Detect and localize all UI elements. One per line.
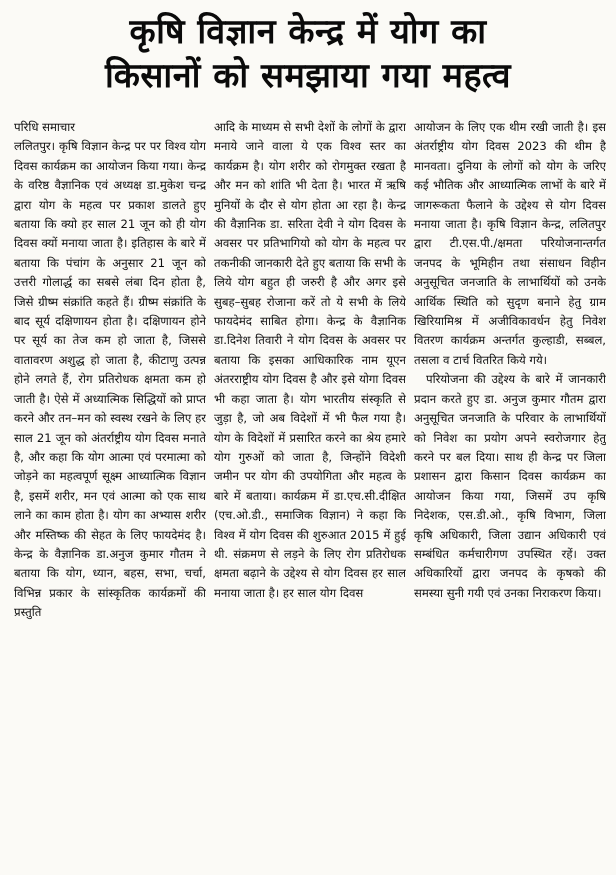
column-1-paragraph-1: ललितपुर। कृषि विज्ञान केन्द्र पर पर विश्व योग दिवस कार्यक्रम का आयोजन किया गया। केन्द्र के वरिष्ठ वैज्ञानिक एवं अध्यक्ष डा.मुकेश चन्द्र द्वारा योग के महत्व पर प्रकाश डालते हुए बताया कि क्यो हर साल 21 जून को ही योग दिवस क्यों मनाया जाता है। इतिहास के बारे में बताया कि पंचांग के अनुसार 21 जून को उत्तरी गोलार्द्ध का सबसे लंबा दिन होता है, जिसे ग्रीष्म संक्रांति कहते हैं। ग्रीष्म संक्रांति के बाद सूर्य दक्षिणायन होता है। दक्षिणायन होने पर सूर्य का तेज कम हो जाता है, जिससे वातावरण अशुद्ध हो जाता है, कीटाणु उत्पन्न होने लगते हैं, रोग प्रतिरोधक क्षमता कम हो जाती है। ऐसे में अध्यात्मिक सिद्धियों को प्राप्त करने और तन–मन को स्वस्थ रखने के लिए हर साल 21 जून को अंतर्राष्ट्रीय योग दिवस मनाते है, और कहा कि योग आत्मा एवं परमात्मा को जोड़ने का महत्वपूर्ण सूक्ष्म आध्यात्मिक विज्ञान है, इसमें शरीर, मन एवं आत्मा को एक साथ लाने का काम होता है। योग का अभ्यास शरीर और मस्तिष्क की सेहत के लिए फायदेमंद है। केन्द्र के वैज्ञानिक डा.अनुज कुमार गौतम ने बताया कि योग, ध्यान, बहस, सभा, चर्चा, विभिन्न प्रकार के सांस्कृतिक कार्यक्रमों की प्रस्तुति	[14, 139, 206, 620]
article-column-2	[214, 118, 406, 863]
byline: परिधि समाचार	[14, 120, 76, 134]
headline-line-1: कृषि विज्ञान केन्द्र में योग का	[129, 12, 487, 52]
article-headline	[0, 10, 616, 98]
column-3-paragraph-2: परियोजना की उद्देश्य के बारे में जानकारी प्रदान करते हुए डा. अनुज कुमार गौतम द्वारा अनुसूचित जनजाति के परिवार के लाभार्थियों को निवेश का प्रयोग अपने स्वरोजगार हेतु करने पर बल दिया। साथ ही केन्द्र पर जिला प्रशासन द्वारा किसान दिवस कार्यक्रम का आयोजन किया गया, जिसमें उप कृषि निदेशक, एस.डी.ओ., कृषि विभाग, जिला कृषि अधिकारी, जिला उद्यान अधिकारी एवं सम्बंधित कर्मचारीगण उपस्थित रहें। उक्त अधिकारियों द्वारा जनपद के कृषको की समस्या सुनी गयी एवं उनका निराकरण किया।	[414, 372, 606, 600]
headline-line-2: किसानों को समझाया गया महत्व	[105, 56, 511, 96]
article-column-3	[414, 118, 606, 863]
column-2-paragraph-1: आदि के माध्यम से सभी देशों के लोगों के द्वारा मनाये जाने वाला ये एक विश्व स्तर का कार्यक्रम है। योग शरीर को रोगमुक्त रखता है और मन को शांति भी देता है। भारत में ऋषि मुनियों के दौर से योग होता आ रहा है। केन्द्र की वैज्ञानिक डा. सरिता देवी ने योग दिवस के अवसर पर प्रतिभागियो को योग के महत्व पर तकनीकी जानकारी देते हुए बताया कि सभी के लिये योग बहुत ही जरुरी है और अगर इसे सुबह–सुबह रोजाना करें तो ये सभी के लिये फायदेमंद साबित होगा। केन्द्र के वैज्ञानिक डा.दिनेश तिवारी ने योग दिवस के अवसर पर बताया कि इसका आधिकारिक नाम यूएन अंतरराष्ट्रीय योग दिवस है और इसे योगा दिवस भी कहा जाता है। योग भारतीय संस्कृति से जुड़ा है, जो अब विदेशों में भी फैल गया है। योग के विदेशों में प्रसारित करने का श्रेय हमारे योग गुरुओं को जाता है, जिन्होंने विदेशी जमीन पर योग की उपयोगिता और महत्व के बारे में बताया। कार्यक्रम में डा.एच.सी.दीक्षित (एच.ओ.डी., समाजिक विज्ञान) ने कहा कि विश्व में योग दिवस की शुरुआत 2015 में हुई थी. संक्रमण से लड़ने के लिए रोग प्रतिरोधक क्षमता बढ़ाने के उद्देश्य से योग दिवस हर साल मनाया जाता है। हर साल योग दिवस	[214, 120, 406, 600]
column-3-paragraph-1: आयोजन के लिए एक थीम रखी जाती है। इस अंतर्राष्ट्रीय योग दिवस 2023 की थीम है मानवता। दुनिया के लोगों को योग के जरिए कई भौतिक और आध्यात्मिक लाभों के बारे में जागरूकता फैलाने के उद्देश्य से योग दिवस मनाया जाता है। कृषि विज्ञान केन्द्र, ललितपुर द्वारा टी.एस.पी./क्षमता परियोजनान्तर्गत जनपद के भूमिहीन तथा संसाधन विहीन अनुसूचित जनजाति के लाभार्थियों को उनके आर्थिक स्थिति को सुदृण बनाने हेतु ग्राम खिरियामिश्र में अजीविकावर्धन हेतु निवेश वितरण कार्यक्रम अन्तर्गत कुल्हाडी, सब्बल, तसला व टार्च वितरित किये गये।	[414, 120, 606, 367]
article-column-1	[14, 118, 206, 863]
article-body	[14, 118, 606, 863]
